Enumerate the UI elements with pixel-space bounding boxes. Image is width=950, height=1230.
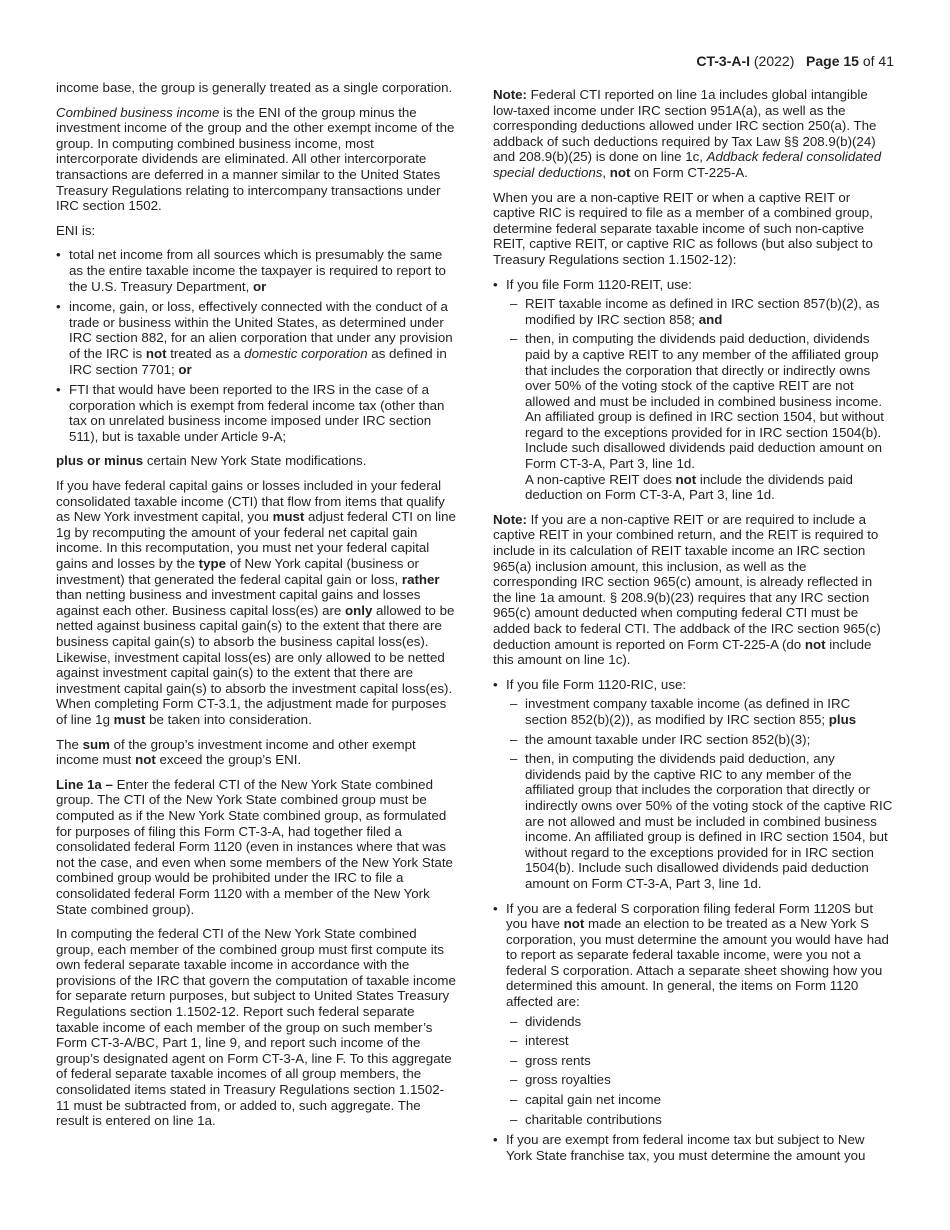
list-item: – the amount taxable under IRC section 852(b)(3); [506, 732, 893, 748]
list-item: – gross rents [506, 1053, 893, 1069]
paragraph-sum: The sum of the group’s investment income and other exempt income must not exceed the group’s ENI. [56, 736, 416, 768]
ric-sublist [506, 696, 893, 891]
paragraph-computing-cti: In computing the federal CTI of the New York State combined group, each member of the combined group must first compute its own federal separate taxable income in accordance with the provisions of the IRC that govern the computation of taxable income for separate return purposes, but subject to United States Treasury Regulations section 1.1502-12. Report such federal separate taxable income of each member of the group on such member’s Form CT-3-A/BC, Part 1, line 9, and report such income of the group’s designated agent on Form CT-3-A, line F. To this aggregate of federal separate taxable incomes of all group members, the consolidated items stated in Treasury Regulations section 1.1502-11 must be subtracted from, or added to, such aggregate. The result is entered on line 1a. [56, 926, 456, 1129]
list-item: • If you file Form 1120-RIC, use: – investment company taxable income (as defined in IRC section 852(b)(2)), as modified by IRC section 855; plus – the amount taxable under IRC section 852(b)(3); – then, in computing the dividends paid deduction, any dividends paid by the captive RIC to any member of the affiliated group that includes the corporation that directly or indirectly owns over 50% of the voting stock of the captive RIC are not allowed and must be included in combined business income. An affiliated group is defined in IRC section 1504, but without regard to the exceptions provided for in IRC section 1504(b). Include such disallowed dividends paid deduction amount on Form CT-3-A, Part 3, line 1d. [493, 677, 893, 892]
paragraph-capital-gains: If you have federal capital gains or losses included in your federal consolidated taxable income (CTI) that flow from items that qualify as New York investment capital, you must adjust federal CTI on line 1g by recomputing the amount of your federal net capital gain income. In this recomputation, you must net your federal capital gains and losses by the type of New York capital (business or investment) that generated the federal capital gain or loss, rather than netting business and investment capital gains and losses against each other. Business capital loss(es) are only allowed to be netted against business capital gain(s) to the extent that there are business capital gain(s) to absorb the business capital loss(es). Likewise, investment capital loss(es) are only allowed to be netted against investment capital gain(s) to the extent that there are investment capital gain(s) to absorb the investment capital loss(es). When completing Form CT-3.1, the adjustment made for purposes of line 1g must be taken into consideration. [56, 478, 456, 727]
ric-list [493, 677, 893, 1164]
list-item: – gross royalties [506, 1072, 893, 1088]
list-item: – then, in computing the dividends paid deduction, dividends paid by a captive REIT to any member of the affiliated group that includes the corporation that directly or indirectly owns over 50% of the voting stock of the captive REIT are not allowed and must be included in combined business income. An affiliated group is defined in IRC section 1504, but without regard to the exceptions provided for in IRC section 1504(b). Include such disallowed dividends paid deduction amount on Form CT-3-A, Part 3, line 1d. A non-captive REIT does not include the dividends paid deduction on Form CT-3-A, Part 3, line 1d. [506, 331, 893, 503]
list-item: – charitable contributions [506, 1112, 893, 1128]
list-item: • FTI that would have been reported to the IRS in the case of a corporation which is exempt from federal income tax (other than tax on unrelated business income imposed under IRC section 511), but is taxable under Article 9-A; [56, 382, 456, 444]
list-item: – interest [506, 1033, 893, 1049]
form-number: CT-3-A-I [696, 53, 750, 69]
right-column [493, 87, 893, 1172]
list-item: – investment company taxable income (as defined in IRC section 852(b)(2)), as modified by IRC section 855; plus [506, 696, 893, 727]
list-item: • If you are exempt from federal income tax but subject to New York State franchise tax, you must determine the amount you [493, 1132, 893, 1163]
list-item: • If you are a federal S corporation filing federal Form 1120S but you have not made an election to be treated as a New York S corporation, you must determine the amount you would have had to report as separate federal taxable income, were you not a federal S corporation. Attach a separate sheet showing how you determined this amount. In general, the items on Form 1120 affected are: – dividends – interest – gross rents – gross royalties – capital gain net income – charitable contributions [493, 901, 893, 1128]
paragraph-income-base: income base, the group is generally treated as a single corporation. [56, 80, 453, 95]
page-header [696, 53, 894, 69]
list-item: • income, gain, or loss, effectively connected with the conduct of a trade or business within the United States, as determined under IRC section 882, for an alien corporation that under any provision of the IRC is not treated as a domestic corporation as defined in IRC section 7701; or [56, 299, 456, 377]
form-year: (2022) [753, 53, 795, 69]
page-number: Page 15 [806, 53, 859, 69]
list-item: – dividends [506, 1014, 893, 1030]
left-column [56, 80, 456, 1138]
list-item: – REIT taxable income as defined in IRC section 857(b)(2), as modified by IRC section 858; and [506, 296, 893, 327]
paragraph-line-1a: Line 1a – Enter the federal CTI of the New York State combined group. The CTI of the New York State combined group must be computed as if the New York State combined group, as formulated for purposes of filing this Form CT-3-A, had together filed a consolidated federal Form 1120 (even in instances where that was not the case, and even when some members of the New York State combined group would be prohibited under the IRC to file a consolidated federal Form 1120 with a member of the New York State combined group). [56, 776, 453, 917]
eni-list [56, 247, 456, 444]
page-total: of 41 [862, 53, 894, 69]
list-item: – then, in computing the dividends paid deduction, any dividends paid by the captive RIC to any member of the affiliated group that includes the corporation that directly or indirectly owns over 50% of the voting stock of the captive RIC are not allowed and must be included in combined business income. An affiliated group is defined in IRC section 1504, but without regard to the exceptions provided for in IRC section 1504(b). Include such disallowed dividends paid deduction amount on Form CT-3-A, Part 3, line 1d. [506, 751, 893, 891]
list-item: • If you file Form 1120-REIT, use: – REIT taxable income as defined in IRC section 857(b)(2), as modified by IRC section 858; and – then, in computing the dividends paid deduction, dividends paid by a captive REIT to any member of the affiliated group that includes the corporation that directly or indirectly owns over 50% of the voting stock of the captive REIT are not allowed and must be included in combined business income. An affiliated group is defined in IRC section 1504, but without regard to the exceptions provided for in IRC section 1504(b). Include such disallowed dividends paid deduction amount on Form CT-3-A, Part 3, line 1d. A non-captive REIT does not include the dividends paid deduction on Form CT-3-A, Part 3, line 1d. [493, 277, 893, 503]
s-corp-items [506, 1014, 893, 1128]
reit-list [493, 277, 893, 503]
list-item: – capital gain net income [506, 1092, 893, 1108]
note-gilti: Note: Federal CTI reported on line 1a includes global intangible low-taxed income under IRC section 951A(a), as well as the corresponding deductions allowed under IRC section 250(a). The addback of such deductions required by Tax Law §§ 208.9(b)(24) and 208.9(b)(25) is done on line 1c, Addback federal consolidated special deductions, not on Form CT-225-A. [493, 87, 882, 180]
list-item: • total net income from all sources which is presumably the same as the entire taxable income the taxpayer is required to report to the U.S. Treasury Department, or [56, 247, 456, 294]
paragraph-plus-minus: plus or minus certain New York State modifications. [56, 453, 367, 469]
paragraph-combined-business-income: Combined business income is the ENI of the group minus the investment income of the group and the other exempt income of the group. In computing combined business income, most intercorporate dividends are eliminated. All other intercorporate transactions are deferred in a manner similar to the United States Treasury Regulations relating to intercompany transactions under IRC section 1502. [56, 104, 455, 214]
eni-heading: ENI is: [56, 222, 96, 238]
note-965: Note: If you are a non-captive REIT or are required to include a captive REIT in your combined return, and the REIT is required to include in its calculation of REIT taxable income an IRC section 965(a) inclusion amount, this inclusion, as well as the corresponding IRC section 965(c) amount, is already reflected in the line 1a amount. § 208.9(b)(23) requires that any IRC section 965(c) amount deducted when computing federal CTI must be added back to federal CTI. The addback of the IRC section 965(c) deduction amount is reported on Form CT-225-A (do not include this amount on line 1c). [493, 511, 881, 668]
reit-sublist [506, 296, 893, 503]
paragraph-reit-intro: When you are a non-captive REIT or when a captive REIT or captive RIC is required to file as a member of a combined group, determine federal separate taxable income of such non-captive REIT, captive REIT, or captive RIC as follows (but also subject to Treasury Regulations section 1.1502-12): [493, 189, 873, 267]
